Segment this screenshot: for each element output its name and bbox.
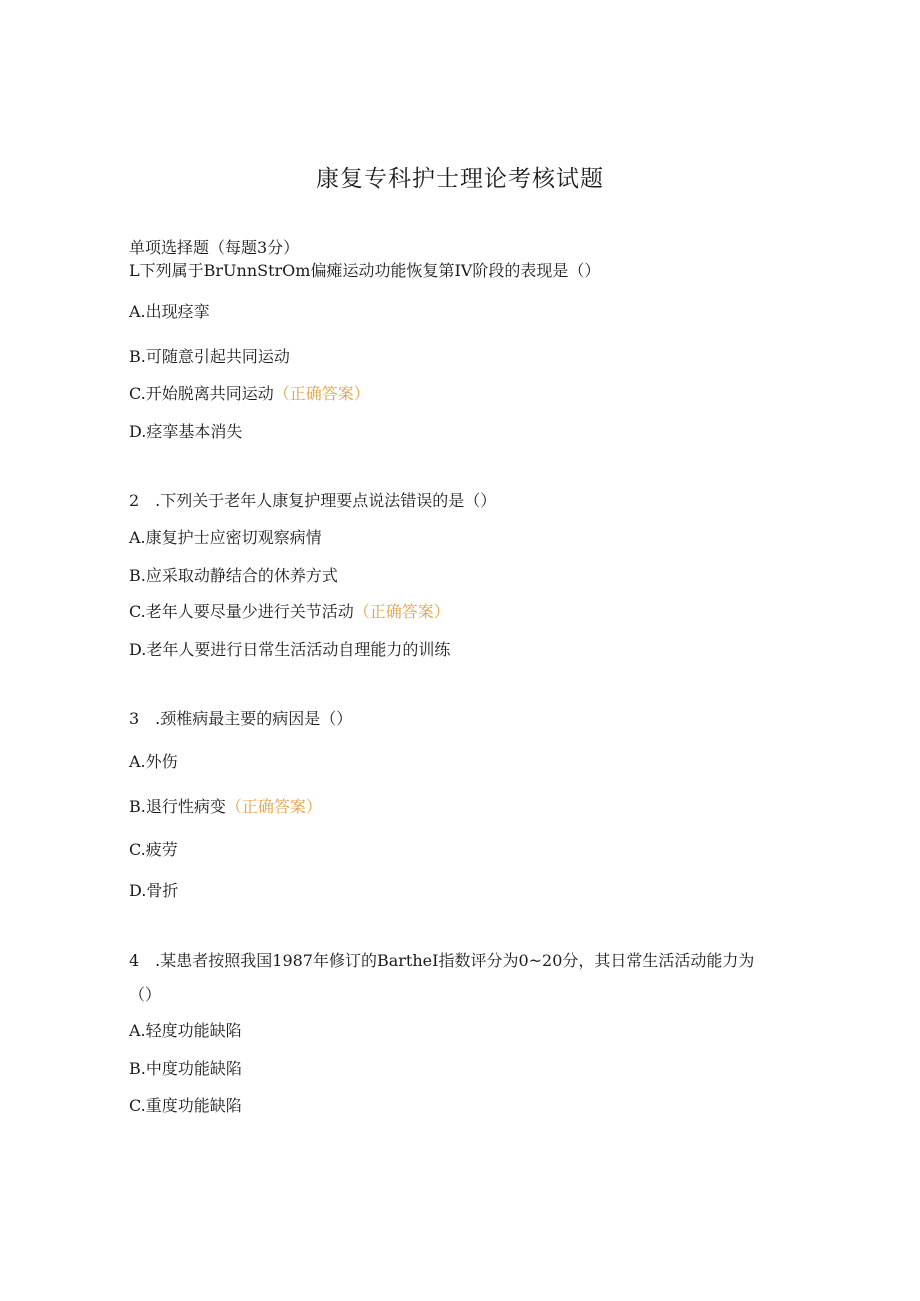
option-text: C.老年人要尽量少进行关节活动 [129, 602, 354, 621]
question-4-option-c: C.重度功能缺陷 [129, 1096, 242, 1115]
question-3-stem: 3 .颈椎病最主要的病因是（） [129, 709, 353, 728]
question-4-option-a: A.轻度功能缺陷 [129, 1021, 242, 1040]
option-text: B.退行性病变 [129, 797, 226, 816]
question-1-option-a: A.出现痉挛 [129, 302, 210, 321]
question-1-stem: L下列属于BrUnnStrOm偏瘫运动功能恢复第IV阶段的表现是（） [129, 261, 601, 280]
question-3-option-b [129, 794, 322, 817]
section-heading: 单项选择题（每题3分） [129, 238, 300, 257]
question-1-option-b: B.可随意引起共同运动 [129, 347, 290, 366]
question-2-option-b: B.应采取动静结合的休养方式 [129, 566, 338, 585]
question-1-option-c [129, 381, 370, 404]
question-2-option-a: A.康复护士应密切观察病情 [129, 528, 322, 547]
question-2-option-d: D.老年人要进行日常生活活动自理能力的训练 [129, 640, 451, 659]
question-4-stem-cont: （） [129, 985, 162, 1004]
question-2-stem: 2 .下列关于老年人康复护理要点说法错误的是（） [129, 491, 497, 510]
correct-answer-mark: （正确答案） [353, 602, 450, 621]
question-3-option-c: C.疲劳 [129, 840, 178, 859]
correct-answer-mark: （正确答案） [225, 797, 322, 816]
question-3-option-a: A.外伤 [129, 752, 178, 771]
exam-title: 康复专科护士理论考核试题 [316, 166, 604, 192]
question-4-option-b: B.中度功能缺陷 [129, 1059, 242, 1078]
correct-answer-mark: （正确答案） [273, 384, 370, 403]
question-3-option-d: D.骨折 [129, 881, 179, 900]
option-text: C.开始脱离共同运动 [129, 384, 274, 403]
question-1-option-d: D.痉挛基本消失 [129, 422, 243, 441]
question-2-option-c [129, 599, 450, 622]
question-4-stem: 4 .某患者按照我国1987年修订的BartheI指数评分为0~20分，其日常生活活动能力为 [129, 951, 755, 970]
